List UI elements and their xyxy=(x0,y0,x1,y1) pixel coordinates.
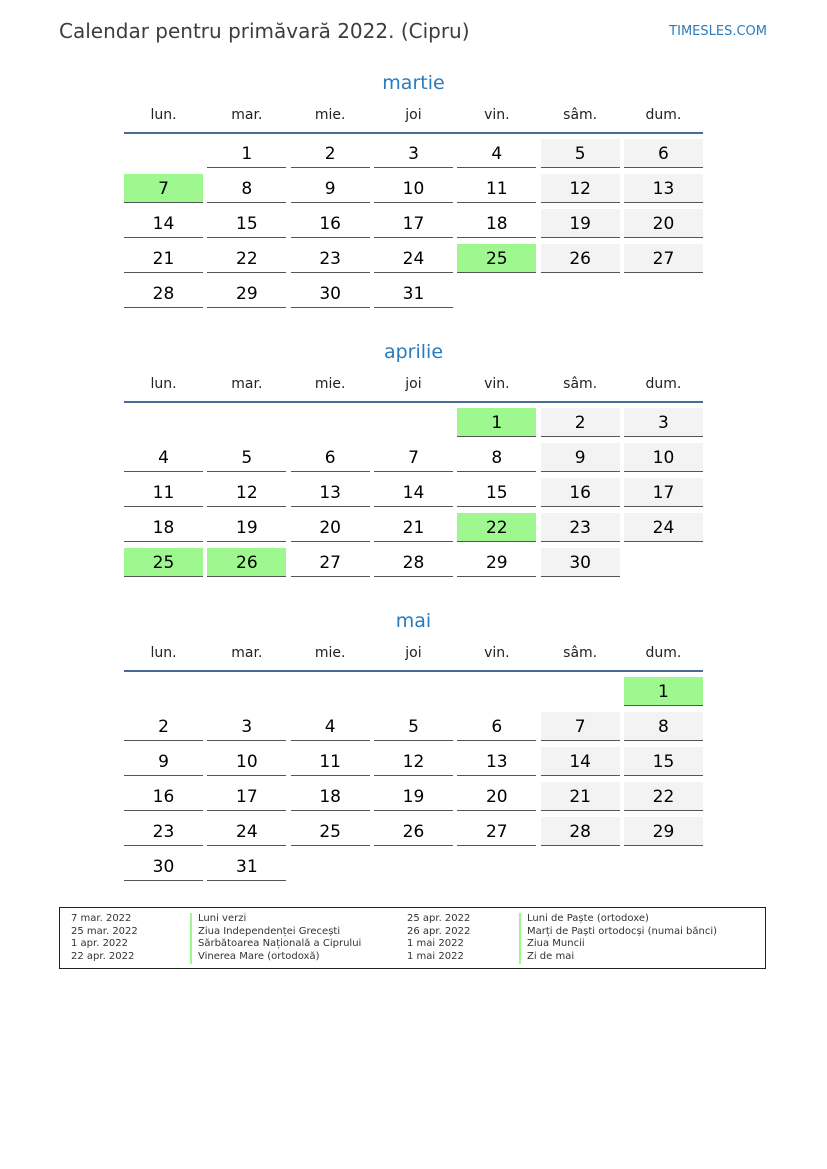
month-title: martie xyxy=(382,72,445,94)
day-cell: 13 xyxy=(624,174,703,203)
weekday-label: mar. xyxy=(231,107,263,123)
month-title: mai xyxy=(395,610,432,632)
day-cell: 5 xyxy=(374,712,453,741)
day-grid xyxy=(124,677,703,881)
day-cell: 21 xyxy=(374,513,453,542)
month-martie xyxy=(124,70,703,308)
day-cell: 9 xyxy=(124,747,203,776)
day-cell: 8 xyxy=(624,712,703,741)
month-mai xyxy=(124,608,703,881)
day-cell: 20 xyxy=(291,513,370,542)
day-cell: 12 xyxy=(541,174,620,203)
day-cell: 7 xyxy=(124,174,203,203)
day-cell: 8 xyxy=(207,174,286,203)
day-cell: 26 xyxy=(541,244,620,273)
weekday-label: dum. xyxy=(645,107,682,123)
weekday-label: joi xyxy=(405,107,422,123)
day-cell: 25 xyxy=(291,817,370,846)
legend-holiday-name: Luni de Paște (ortodoxe) xyxy=(519,913,649,926)
weekday-label: sâm. xyxy=(563,645,598,661)
day-cell: 22 xyxy=(457,513,536,542)
day-cell: 11 xyxy=(124,478,203,507)
day-cell: 6 xyxy=(291,443,370,472)
weekday-label: vin. xyxy=(484,645,510,661)
day-cell: 16 xyxy=(541,478,620,507)
day-cell: 9 xyxy=(291,174,370,203)
day-cell: 29 xyxy=(207,279,286,308)
legend-holiday-name: Marți de Paști ortodocși (numai bănci) xyxy=(519,926,717,939)
day-cell: 7 xyxy=(541,712,620,741)
day-grid xyxy=(124,408,703,577)
month-aprilie xyxy=(124,339,703,577)
day-cell: 17 xyxy=(374,209,453,238)
day-cell: 29 xyxy=(457,548,536,577)
weekday-label: vin. xyxy=(484,107,510,123)
day-cell: 28 xyxy=(374,548,453,577)
day-cell: 11 xyxy=(457,174,536,203)
weekday-label: mar. xyxy=(231,645,263,661)
weekday-label: lun. xyxy=(150,645,177,661)
day-cell: 13 xyxy=(457,747,536,776)
day-cell: 25 xyxy=(457,244,536,273)
legend-date: 1 mai 2022 xyxy=(407,938,464,950)
legend-holiday-name: Sărbătoarea Națională a Ciprului xyxy=(190,938,361,951)
day-cell: 19 xyxy=(207,513,286,542)
day-cell: 19 xyxy=(541,209,620,238)
day-cell: 21 xyxy=(124,244,203,273)
day-cell: 17 xyxy=(624,478,703,507)
day-cell: 22 xyxy=(207,244,286,273)
day-cell: 26 xyxy=(207,548,286,577)
weekday-label: lun. xyxy=(150,376,177,392)
day-grid xyxy=(124,139,703,308)
site-link[interactable]: TIMESLES.COM xyxy=(669,24,767,39)
day-cell: 31 xyxy=(207,852,286,881)
day-cell: 10 xyxy=(374,174,453,203)
weekday-header xyxy=(124,373,703,403)
day-cell: 24 xyxy=(207,817,286,846)
day-cell: 18 xyxy=(124,513,203,542)
weekday-label: mie. xyxy=(314,645,346,661)
weekday-label: mie. xyxy=(314,376,346,392)
day-cell: 3 xyxy=(374,139,453,168)
weekday-label: vin. xyxy=(484,376,510,392)
weekday-header xyxy=(124,104,703,134)
day-cell: 23 xyxy=(291,244,370,273)
day-cell: 28 xyxy=(541,817,620,846)
day-cell: 14 xyxy=(374,478,453,507)
day-cell: 26 xyxy=(374,817,453,846)
weekday-label: dum. xyxy=(645,376,682,392)
day-cell: 5 xyxy=(541,139,620,168)
legend-holiday-name: Luni verzi xyxy=(190,913,246,926)
legend-date: 26 apr. 2022 xyxy=(407,925,471,937)
day-cell: 9 xyxy=(541,443,620,472)
day-cell: 24 xyxy=(374,244,453,273)
day-cell: 16 xyxy=(291,209,370,238)
holiday-legend xyxy=(59,907,766,969)
legend-date: 22 apr. 2022 xyxy=(71,951,135,963)
day-cell: 8 xyxy=(457,443,536,472)
day-cell: 6 xyxy=(624,139,703,168)
day-cell: 2 xyxy=(291,139,370,168)
day-cell: 12 xyxy=(207,478,286,507)
day-cell: 18 xyxy=(291,782,370,811)
weekday-label: sâm. xyxy=(563,107,598,123)
day-cell: 4 xyxy=(457,139,536,168)
day-cell: 21 xyxy=(541,782,620,811)
day-cell: 20 xyxy=(624,209,703,238)
day-cell: 23 xyxy=(541,513,620,542)
day-cell: 12 xyxy=(374,747,453,776)
day-cell: 15 xyxy=(207,209,286,238)
day-cell: 4 xyxy=(124,443,203,472)
weekday-header xyxy=(124,642,703,672)
legend-holiday-name: Vinerea Mare (ortodoxă) xyxy=(190,951,320,964)
day-cell: 3 xyxy=(624,408,703,437)
day-cell: 3 xyxy=(207,712,286,741)
day-cell: 22 xyxy=(624,782,703,811)
day-cell: 1 xyxy=(457,408,536,437)
day-cell: 1 xyxy=(207,139,286,168)
day-cell: 16 xyxy=(124,782,203,811)
legend-date: 7 mar. 2022 xyxy=(71,913,132,924)
day-cell: 10 xyxy=(207,747,286,776)
day-cell: 28 xyxy=(124,279,203,308)
day-cell: 4 xyxy=(291,712,370,741)
day-cell: 17 xyxy=(207,782,286,811)
day-cell: 18 xyxy=(457,209,536,238)
legend-date: 25 mar. 2022 xyxy=(71,925,138,937)
weekday-label: mie. xyxy=(314,107,346,123)
weekday-label: dum. xyxy=(645,645,682,661)
day-cell: 2 xyxy=(124,712,203,741)
day-cell: 30 xyxy=(541,548,620,577)
day-cell: 14 xyxy=(541,747,620,776)
day-cell: 24 xyxy=(624,513,703,542)
day-cell: 7 xyxy=(374,443,453,472)
day-cell: 13 xyxy=(291,478,370,507)
day-cell: 27 xyxy=(624,244,703,273)
day-cell: 23 xyxy=(124,817,203,846)
legend-holiday-name: Ziua Independenței Grecești xyxy=(190,926,340,939)
weekday-label: lun. xyxy=(150,107,177,123)
day-cell: 30 xyxy=(124,852,203,881)
legend-date: 25 apr. 2022 xyxy=(407,913,471,924)
page-title: Calendar pentru primăvară 2022. (Cipru) xyxy=(59,19,470,43)
legend-date: 1 mai 2022 xyxy=(407,951,464,963)
day-cell: 14 xyxy=(124,209,203,238)
day-cell: 20 xyxy=(457,782,536,811)
day-cell: 15 xyxy=(457,478,536,507)
day-cell: 15 xyxy=(624,747,703,776)
day-cell: 5 xyxy=(207,443,286,472)
day-cell: 1 xyxy=(624,677,703,706)
day-cell: 25 xyxy=(124,548,203,577)
weekday-label: joi xyxy=(405,376,422,392)
day-cell: 29 xyxy=(624,817,703,846)
weekday-label: sâm. xyxy=(563,376,598,392)
day-cell: 31 xyxy=(374,279,453,308)
weekday-label: mar. xyxy=(231,376,263,392)
day-cell: 30 xyxy=(291,279,370,308)
legend-holiday-name: Ziua Muncii xyxy=(519,938,585,951)
day-cell: 27 xyxy=(457,817,536,846)
day-cell: 6 xyxy=(457,712,536,741)
day-cell: 19 xyxy=(374,782,453,811)
month-title: aprilie xyxy=(383,341,444,363)
legend-holiday-name: Zi de mai xyxy=(519,951,574,964)
legend-date: 1 apr. 2022 xyxy=(71,938,129,950)
day-cell: 2 xyxy=(541,408,620,437)
day-cell: 11 xyxy=(291,747,370,776)
weekday-label: joi xyxy=(405,645,422,661)
day-cell: 10 xyxy=(624,443,703,472)
day-cell: 27 xyxy=(291,548,370,577)
